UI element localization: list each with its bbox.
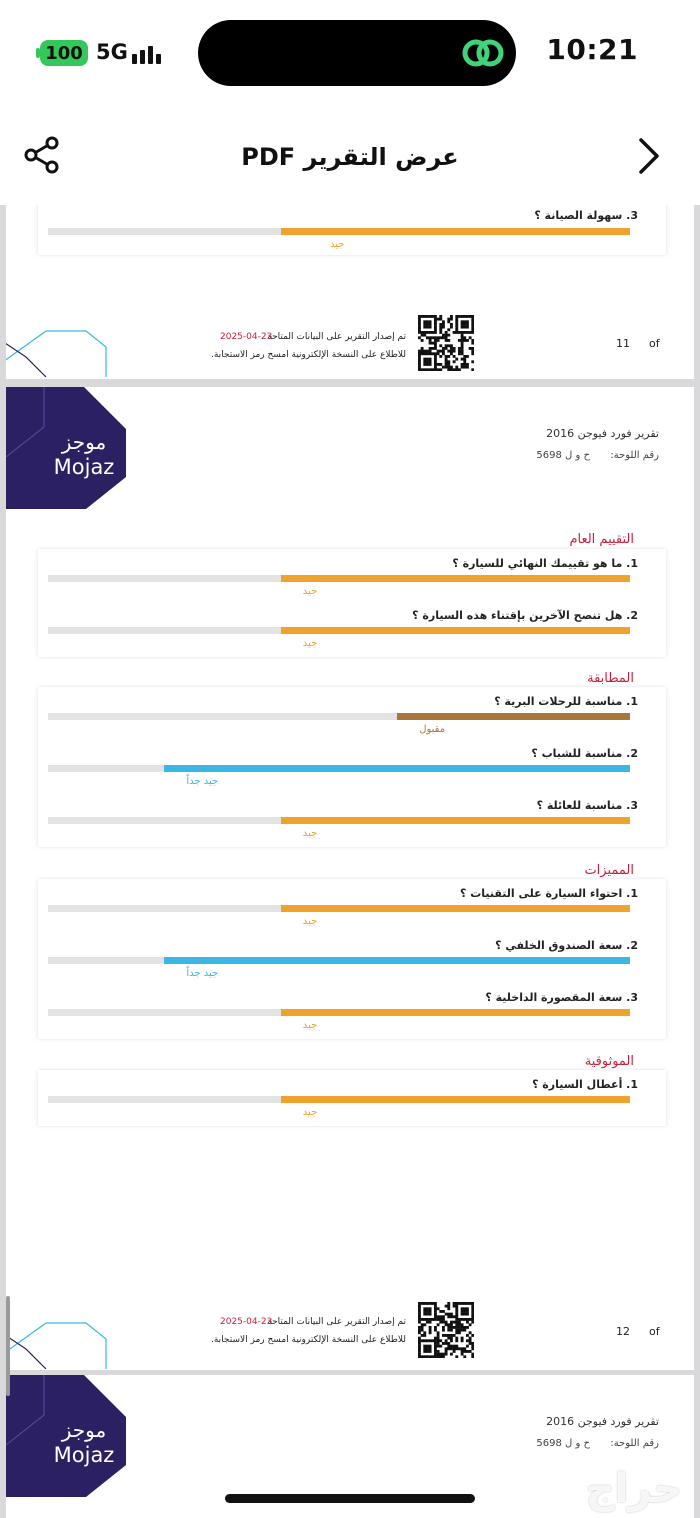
signal-icon xyxy=(132,42,161,64)
page-of-label: of xyxy=(649,337,660,350)
question-label: 1. أعطال السيارة ؟ xyxy=(532,1078,638,1091)
rating-label: جيد xyxy=(302,1020,318,1031)
plate-line xyxy=(536,1438,659,1449)
page-of-label: of xyxy=(649,1325,660,1338)
plate-value: ح و ل 5698 xyxy=(536,1438,590,1449)
question-label: 3. سعة المقصورة الداخلية ؟ xyxy=(485,991,638,1004)
rating-label: جيد xyxy=(302,1107,318,1118)
watermark-logo: حراج xyxy=(585,1466,682,1512)
clock: 10:21 xyxy=(546,33,638,66)
app-header xyxy=(0,105,700,205)
rating-bar xyxy=(48,1009,630,1016)
footer-date: 2025-04-23 xyxy=(220,332,273,342)
question-label: 3. مناسبة للعائلة ؟ xyxy=(536,799,638,812)
page-number: 12 xyxy=(616,1325,630,1338)
section-card xyxy=(38,1070,666,1126)
rating-label: جيد جداً xyxy=(186,776,219,787)
mojaz-logo xyxy=(6,387,136,517)
question-label: 1. احتواء السيارة على التقنيات ؟ xyxy=(460,887,638,900)
section-card xyxy=(38,687,666,847)
rating-bar xyxy=(48,1096,630,1103)
pdf-viewer[interactable] xyxy=(0,205,700,1518)
rating-bar-fill xyxy=(281,1009,630,1016)
section-title: المميزات xyxy=(584,863,634,878)
rating-bar-fill xyxy=(281,627,630,634)
section-title: المطابقة xyxy=(587,671,634,686)
footer-issued-text: تم إصدار التقرير على البيانات المتاحة xyxy=(267,1317,406,1327)
rating-bar-fill xyxy=(281,905,630,912)
section-title: التقييم العام xyxy=(569,532,634,547)
home-indicator[interactable] xyxy=(225,1494,475,1503)
pdf-page-12 xyxy=(6,387,694,1370)
footer-scan-text: للاطلاع على النسخة الإلكترونية امسح رمز الاستجابة. xyxy=(211,1335,406,1345)
footer-date: 2025-04-23 xyxy=(220,1317,273,1327)
battery-indicator: 100 xyxy=(40,40,88,66)
scrollbar[interactable] xyxy=(6,1296,10,1396)
rating-bar-fill xyxy=(281,1096,630,1103)
question-label: 2. سعة الصندوق الخلفي ؟ xyxy=(495,939,638,952)
rating-bar xyxy=(48,713,630,720)
status-bar xyxy=(0,0,700,105)
pdf-page-11 xyxy=(6,205,694,379)
footer-issued-text: تم إصدار التقرير على البيانات المتاحة xyxy=(267,332,406,342)
qr-code xyxy=(418,1302,474,1358)
plate-label: رقم اللوحة: xyxy=(610,1438,659,1449)
section-card xyxy=(38,549,666,657)
report-title: تقرير فورد فيوجن 2016 xyxy=(546,1415,659,1428)
rating-label: جيد xyxy=(330,239,345,250)
chevron-right-icon[interactable] xyxy=(636,137,662,175)
logo-arabic-text: موجز xyxy=(61,430,107,454)
rating-bar xyxy=(48,905,630,912)
rating-label: جيد xyxy=(302,828,318,839)
network-type: 5G xyxy=(96,40,128,64)
rating-bar xyxy=(48,575,630,582)
question-label: 2. مناسبة للشباب ؟ xyxy=(531,747,638,760)
question-label: 3. سهولة الصيانة ؟ xyxy=(534,209,638,222)
logo-english-text: Mojaz xyxy=(53,1443,115,1467)
rating-label: مقبول xyxy=(419,724,446,735)
question-label: 1. ما هو تقييمك النهائي للسيارة ؟ xyxy=(452,557,638,570)
section-title: الموثوقية xyxy=(584,1054,634,1069)
page-number: 11 xyxy=(616,337,630,350)
rating-bar-fill xyxy=(281,817,630,824)
rating-bar-fill xyxy=(164,765,630,772)
link-app-icon xyxy=(462,36,504,70)
rating-label: جيد xyxy=(302,638,318,649)
rating-bar-fill xyxy=(281,575,630,582)
rating-bar xyxy=(48,817,630,824)
mojaz-logo xyxy=(6,1375,136,1505)
rating-bar-fill xyxy=(397,713,630,720)
rating-bar-fill xyxy=(164,957,630,964)
question-card xyxy=(38,205,666,255)
plate-line xyxy=(536,450,659,461)
rating-bar xyxy=(48,627,630,634)
page-title: عرض التقرير PDF xyxy=(241,143,459,171)
footer-scan-text: للاطلاع على النسخة الإلكترونية امسح رمز الاستجابة. xyxy=(211,350,406,360)
question-label: 1. مناسبة للرحلات البرية ؟ xyxy=(494,695,638,708)
rating-bar xyxy=(48,228,630,235)
rating-label: جيد xyxy=(302,586,318,597)
section-card xyxy=(38,879,666,1039)
rating-label: جيد جداً xyxy=(186,968,219,979)
corner-decoration xyxy=(6,1309,116,1369)
qr-code xyxy=(418,315,474,371)
corner-decoration xyxy=(6,317,116,377)
logo-english-text: Mojaz xyxy=(53,455,115,479)
question-label: 2. هل تنصح الآخرين بإقتناء هذه السيارة ؟ xyxy=(412,609,638,622)
rating-bar xyxy=(48,957,630,964)
rating-bar xyxy=(48,765,630,772)
report-title: تقرير فورد فيوجن 2016 xyxy=(546,427,659,440)
logo-arabic-text: موجز xyxy=(61,1418,107,1442)
plate-value: ح و ل 5698 xyxy=(536,450,590,461)
rating-label: جيد xyxy=(302,916,318,927)
plate-label: رقم اللوحة: xyxy=(610,450,659,461)
